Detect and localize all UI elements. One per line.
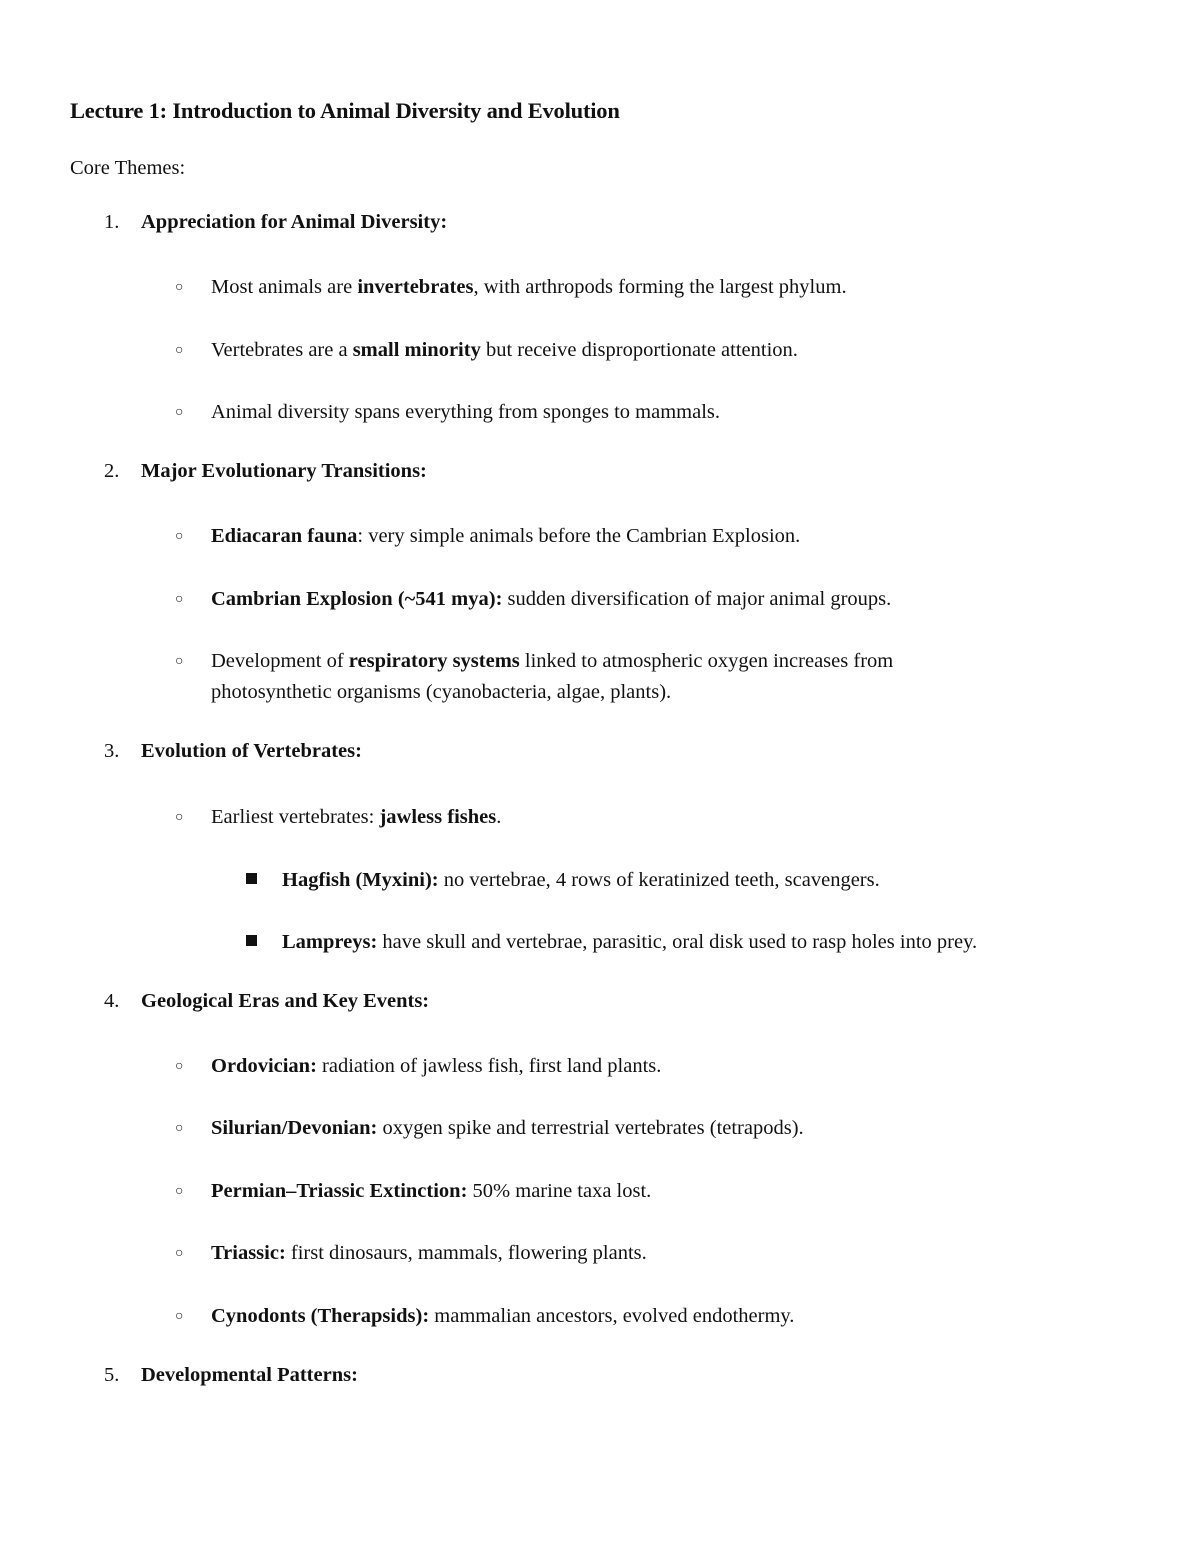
section-5 (0, 1364, 1200, 1394)
square-bullet-icon (246, 935, 257, 946)
circle-bullet-icon: ○ (175, 654, 184, 669)
section-3 (0, 740, 1200, 770)
circle-bullet-icon: ○ (175, 810, 184, 825)
section-number: 2. (104, 460, 120, 482)
circle-bullet-icon: ○ (175, 1246, 184, 1261)
circle-bullet-icon: ○ (175, 343, 184, 358)
section-4 (0, 990, 1200, 1020)
section-number: 1. (104, 211, 120, 233)
section-heading: Major Evolutionary Transitions: (141, 460, 427, 482)
section-2 (0, 460, 1200, 490)
section-heading: Evolution of Vertebrates: (141, 740, 362, 762)
section-number: 3. (104, 740, 120, 762)
section-number: 5. (104, 1364, 120, 1386)
core-themes-label: Core Themes: (70, 157, 186, 179)
section-heading: Geological Eras and Key Events: (141, 990, 430, 1012)
circle-bullet-icon: ○ (175, 1309, 184, 1324)
circle-bullet-icon: ○ (175, 1184, 184, 1199)
square-bullet-icon (246, 873, 257, 884)
section-heading: Developmental Patterns: (141, 1364, 358, 1386)
circle-bullet-icon: ○ (175, 405, 184, 420)
section-heading: Appreciation for Animal Diversity: (141, 211, 448, 233)
circle-bullet-icon: ○ (175, 592, 184, 607)
document-page: Lecture 1: Introduction to Animal Diversity and Evolution Core Themes: 1. Appreciation for Animal Diversity: ○ Most animals are invertebrates, with arthropods forming the largest phylum. ○ Vertebrates are a small minority but receive disproportionate attention. ○ Animal diversity spans everything from sponges to mammals. 2. Major Evolutionary Transitions: ○ Ediacaran fauna: very simple animals before the Cambrian Explosion. ○ Cambrian Explosion (~541 mya): sudden diversification of major animal groups. ○ Development of respiratory systems linked to atmospheric oxygen increases from photosynthetic organisms (cyanobacteria, algae, plants). 3. Evolution of Vertebrates: ○ Earliest vertebrates: jawless fishes. Hagfish (Myxini): no vertebrae, 4 rows of keratinized teeth, scavengers. Lampreys: have skull and vertebrae, parasitic, oral disk used to rasp holes into prey. 4. Geological Eras and Key Events: ○ Ordovician: radiation of jawless fish, first land plants. ○ Silurian/Devonian: oxygen spike and terrestrial vertebrates (tetrapods). ○ Permian–Triassic Extinction: 50% marine taxa lost. ○ Triassic: first dinosaurs, mammals, flowering plants. ○ Cynodonts (Therapsids): mammalian ancestors, evolved endothermy. 5. Developmental Patterns: (0, 0, 1200, 1553)
circle-bullet-icon: ○ (175, 280, 184, 295)
section-1 (0, 211, 1200, 241)
section-number: 4. (104, 990, 120, 1012)
circle-bullet-icon: ○ (175, 529, 184, 544)
circle-bullet-icon: ○ (175, 1059, 184, 1074)
circle-bullet-icon: ○ (175, 1121, 184, 1136)
document-title: Lecture 1: Introduction to Animal Diversity and Evolution (70, 98, 620, 123)
